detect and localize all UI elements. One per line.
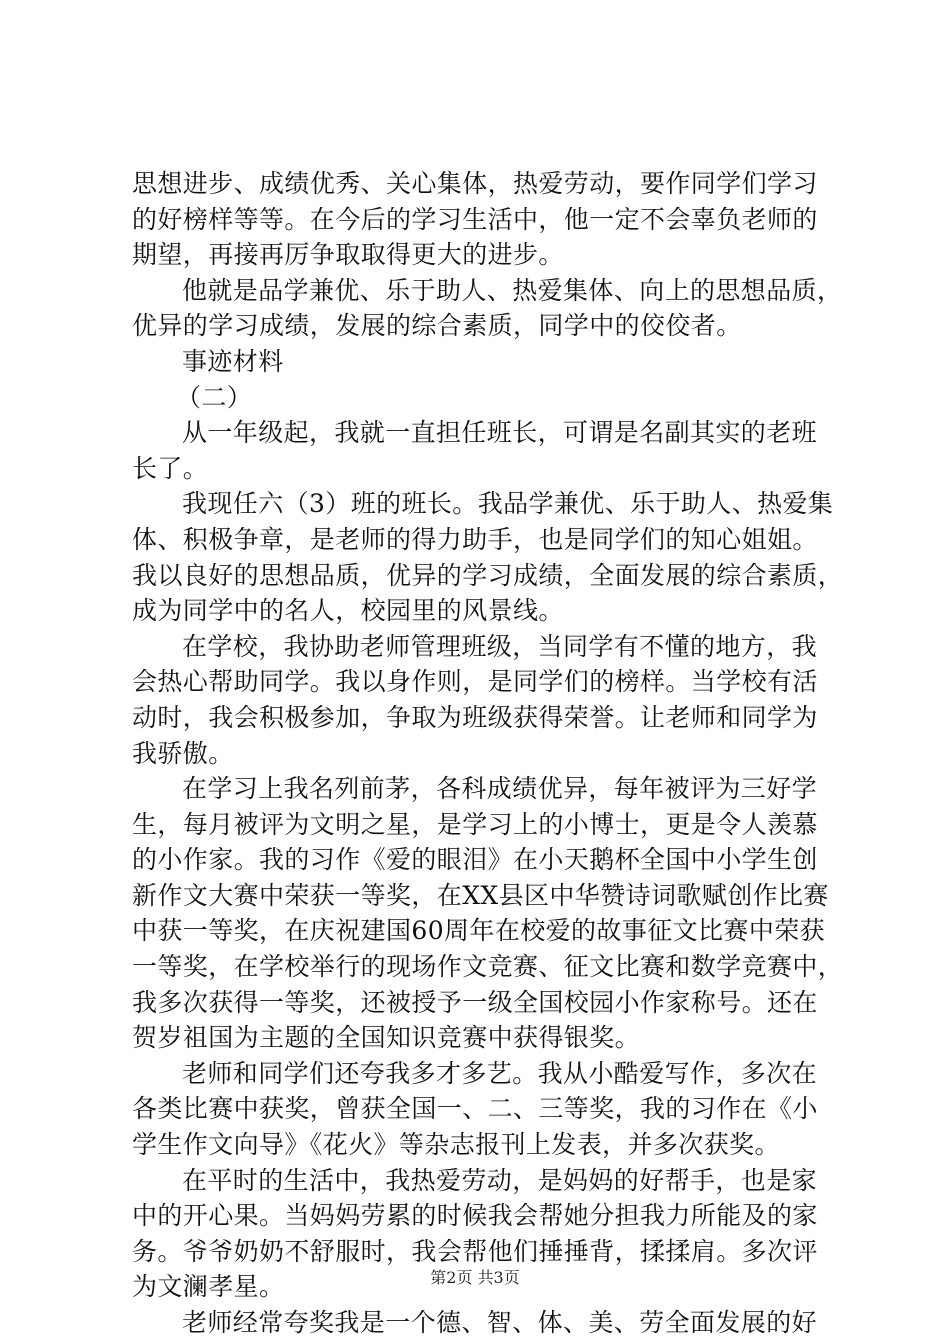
text-line: 成为同学中的名人，校园里的风景线。 (132, 596, 564, 626)
paragraph-start-line: 在平时的生活中，我热爱劳动，是妈妈的好帮手，也是家 (182, 1165, 818, 1195)
text-line: 优异的学习成绩，发展的综合素质，同学中的佼佼者。 (132, 311, 742, 341)
text-line: 学生作文向导》《花火》等杂志报刊上发表，并多次获奖。 (132, 1130, 780, 1160)
text-line: 我以良好的思想品质，优异的学习成绩，全面发展的综合素质， (132, 560, 844, 590)
section-heading: 事迹材料 (182, 346, 284, 376)
paragraph-start-line: 我现任六（3）班的班长。我品学兼优、乐于助人、热爱集 (182, 489, 834, 519)
page-number-footer: 第2页 共3页 (430, 1268, 520, 1287)
text-line: 的小作家。我的习作《爱的眼泪》在小天鹅杯全国中小学生创 (132, 845, 818, 875)
text-line: 贺岁祖国为主题的全国知识竞赛中获得银奖。 (132, 1023, 641, 1053)
text-line: 的好榜样等等。在今后的学习生活中，他一定不会辜负老师的 (132, 204, 818, 234)
paragraph-start-line: 他就是品学兼优、乐于助人、热爱集体、向上的思想品质， (182, 275, 843, 305)
text-line: 长了。 (132, 453, 209, 483)
text-line: 新作文大赛中荣获一等奖，在XX县区中华赞诗词歌赋创作比赛 (132, 880, 829, 910)
paragraph-start-line: 老师经常夸奖我是一个德、智、体、美、劳全面发展的好 (182, 1308, 818, 1337)
paragraph-start-line: 老师和同学们还夸我多才多艺。我从小酷爱写作，多次在 (182, 1058, 818, 1088)
text-line: 动时，我会积极参加，争取为班级获得荣誉。让老师和同学为 (132, 702, 818, 732)
text-line: 各类比赛中获奖，曾获全国一、二、三等奖，我的习作在《小 (132, 1094, 818, 1124)
text-line: 中的开心果。当妈妈劳累的时候我会帮她分担我力所能及的家 (132, 1201, 818, 1231)
document-body (132, 166, 844, 1341)
paragraph-start-line: 在学校，我协助老师管理班级，当同学有不懂的地方，我 (182, 631, 818, 661)
text-line: 务。爷爷奶奶不舒服时，我会帮他们捶捶背，揉揉肩。多次评 (132, 1236, 818, 1266)
text-line: 体、积极争章，是老师的得力助手，也是同学们的知心姐姐。 (132, 524, 818, 554)
section-number: （二） (176, 382, 253, 412)
paragraph-start-line: 在学习上我名列前茅，各科成绩优异，每年被评为三好学 (182, 774, 818, 804)
text-line: 我骄傲。 (132, 738, 234, 768)
text-line: 会热心帮助同学。我以身作则，是同学们的榜样。当学校有活 (132, 667, 818, 697)
text-line: 我多次获得一等奖，还被授予一级全国校园小作家称号。还在 (132, 987, 818, 1017)
text-line: 期望，再接再厉争取取得更大的进步。 (132, 240, 564, 270)
text-line: 思想进步、成绩优秀、关心集体，热爱劳动，要作同学们学习 (132, 169, 818, 198)
paragraph-start-line: 从一年级起，我就一直担任班长，可谓是名副其实的老班 (182, 418, 818, 448)
text-line: 中获一等奖，在庆祝建国60周年在校爱的故事征文比赛中荣获 (132, 916, 826, 946)
text-line: 生，每月被评为文明之星，是学习上的小博士，更是令人羡慕 (132, 809, 818, 839)
text-line: 为文澜孝星。 (132, 1272, 285, 1302)
text-line: 一等奖，在学校举行的现场作文竞赛、征文比赛和数学竞赛中， (132, 952, 844, 982)
